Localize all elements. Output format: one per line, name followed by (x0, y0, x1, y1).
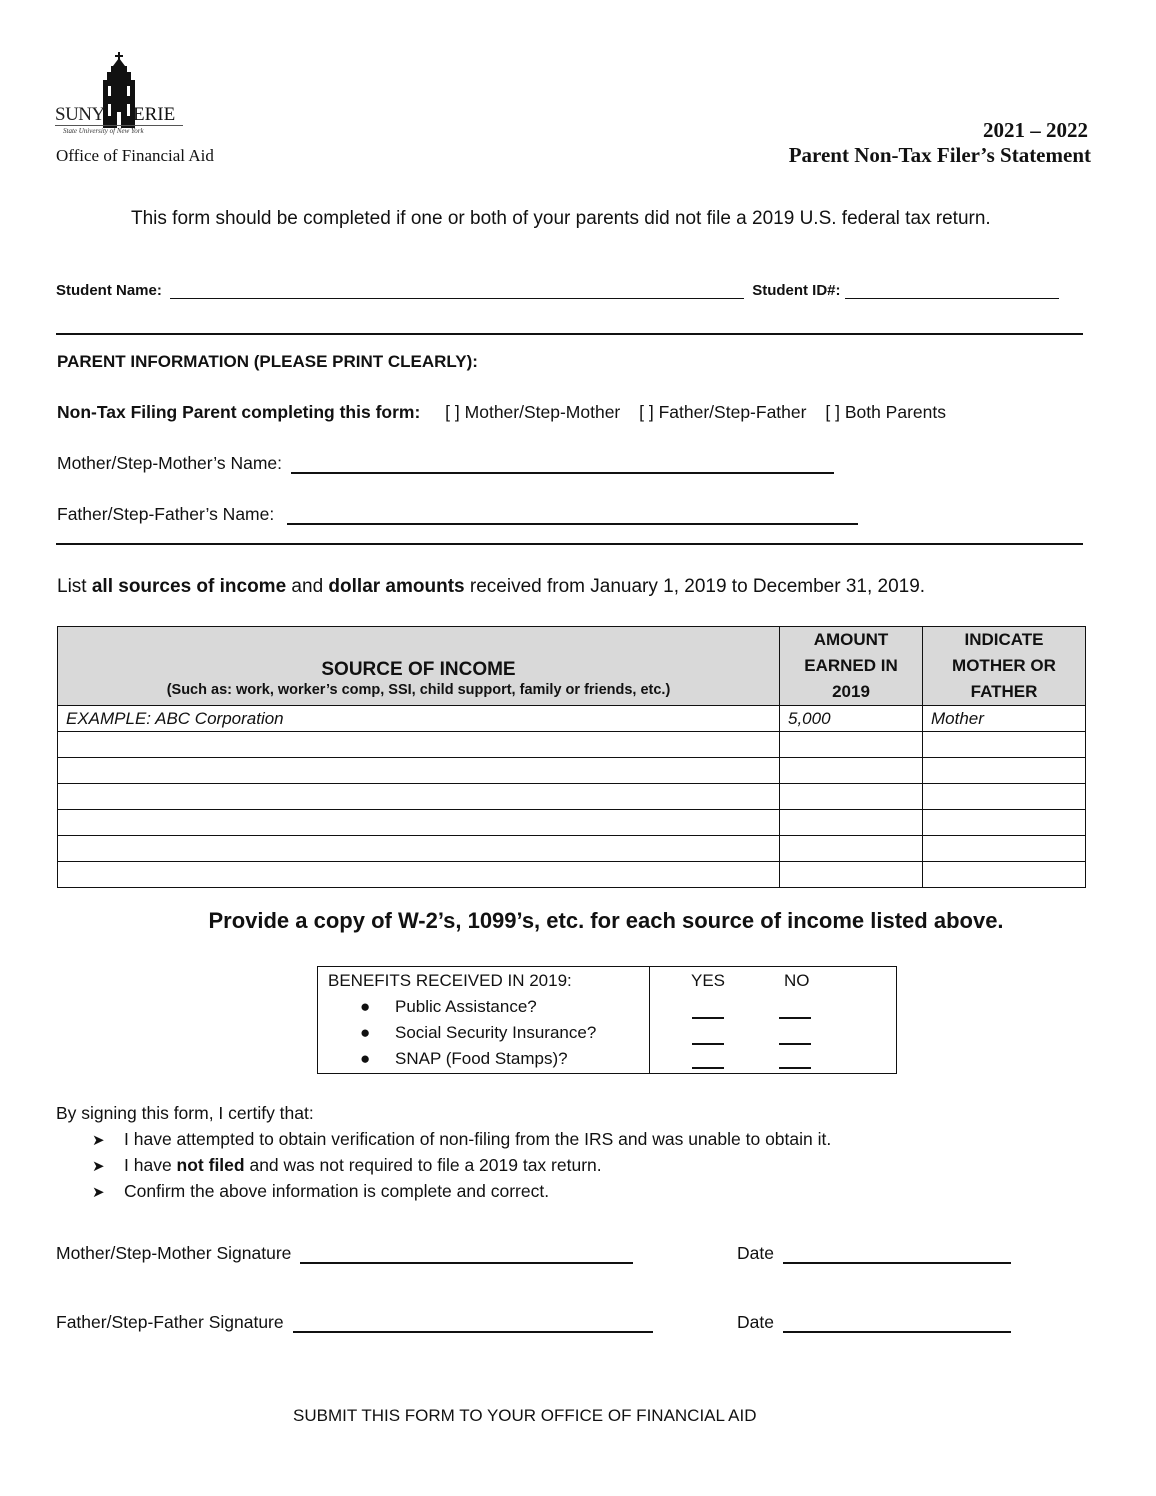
ssi-no[interactable] (779, 1043, 811, 1045)
snap-yes[interactable] (692, 1067, 724, 1069)
cell-parent[interactable]: Mother (923, 706, 1086, 732)
certify-text: Confirm the above information is complete and correct. (124, 1181, 550, 1201)
option-father[interactable] (639, 402, 811, 422)
benefit-label: Public Assistance? (395, 997, 537, 1016)
cell-source[interactable] (58, 758, 780, 784)
cell-source[interactable] (58, 784, 780, 810)
public-assistance-yes[interactable] (692, 1017, 724, 1019)
mother-signature-row (56, 1243, 633, 1264)
benefit-label: SNAP (Food Stamps)? (395, 1049, 568, 1068)
table-row (58, 836, 1086, 862)
no-header: NO (784, 971, 810, 990)
father-signature-field[interactable] (293, 1331, 653, 1333)
instr-bold: dollar amounts (328, 576, 465, 597)
cell-parent[interactable] (923, 758, 1086, 784)
provide-documents-note: Provide a copy of W-2’s, 1099’s, etc. for each source of income listed above. (208, 908, 1004, 933)
option-mother-label: Mother/Step-Mother (464, 402, 621, 422)
header-source (58, 627, 780, 706)
table-row (58, 758, 1086, 784)
option-both-label: Both Parents (844, 402, 946, 422)
parent-info-heading: PARENT INFORMATION (PLEASE PRINT CLEARLY): (57, 352, 478, 371)
father-name-row (57, 504, 858, 525)
cell-source[interactable] (58, 810, 780, 836)
filing-parent-label: Non-Tax Filing Parent completing this form: (57, 402, 421, 422)
certify-text: and was not required to file a 2019 tax return. (244, 1155, 602, 1175)
table-header-row (58, 627, 1086, 706)
student-id-label: Student ID#: (752, 282, 841, 299)
submit-instruction: SUBMIT THIS FORM TO YOUR OFFICE OF FINANCIAL AID (293, 1406, 757, 1425)
certify-text: I have (124, 1155, 177, 1175)
table-row (58, 810, 1086, 836)
cell-source[interactable]: EXAMPLE: ABC Corporation (58, 706, 780, 732)
bullet-icon: ● (360, 997, 371, 1016)
mother-date-field[interactable] (783, 1262, 1011, 1264)
certify-bold: not filed (176, 1155, 245, 1175)
cell-parent[interactable] (923, 836, 1086, 862)
cell-amount[interactable] (780, 810, 923, 836)
cell-amount[interactable] (780, 836, 923, 862)
income-instructions (57, 576, 925, 598)
public-assistance-no[interactable] (779, 1017, 811, 1019)
certify-item (92, 1155, 602, 1176)
benefit-label: Social Security Insurance? (395, 1023, 597, 1042)
table-row (58, 862, 1086, 888)
income-table (57, 626, 1086, 888)
suny-erie-logo (55, 52, 190, 138)
header-source-title: SOURCE OF INCOME (321, 659, 516, 680)
form-year: 2021 – 2022 (983, 118, 1088, 142)
office-name: Office of Financial Aid (56, 146, 214, 165)
cell-amount[interactable] (780, 862, 923, 888)
option-father-label: Father/Step-Father (658, 402, 807, 422)
checkbox-mother[interactable]: [ ] (445, 402, 460, 422)
instr-text: and (286, 576, 329, 597)
checkbox-father[interactable]: [ ] (639, 402, 654, 422)
certify-item (92, 1181, 549, 1202)
instr-bold: all sources of income (91, 576, 287, 597)
cell-parent[interactable] (923, 784, 1086, 810)
father-name-label: Father/Step-Father’s Name: (57, 504, 275, 524)
mother-name-row (57, 453, 834, 474)
arrow-bullet-icon: ➤ (92, 1132, 105, 1149)
student-name-field[interactable] (170, 298, 744, 299)
arrow-bullet-icon: ➤ (92, 1184, 105, 1201)
cell-parent[interactable] (923, 810, 1086, 836)
date-label: Date (737, 1243, 774, 1263)
student-info-row (56, 282, 1059, 299)
logo-erie-text: ERIE (133, 104, 176, 125)
father-signature-row (56, 1312, 653, 1333)
yes-header: YES (691, 971, 726, 990)
cell-amount[interactable] (780, 732, 923, 758)
student-name-label: Student Name: (56, 282, 162, 299)
benefits-heading: BENEFITS RECEIVED IN 2019: (328, 971, 572, 990)
header-amount: AMOUNT EARNED IN 2019 (780, 627, 923, 706)
mother-signature-label: Mother/Step-Mother Signature (56, 1243, 292, 1263)
intro-text: This form should be completed if one or both of your parents did not file a 2019 U.S. federal tax return. (131, 208, 991, 229)
benefit-item (360, 1049, 568, 1069)
father-date-row (737, 1312, 1011, 1333)
table-row (58, 732, 1086, 758)
father-date-field[interactable] (783, 1331, 1011, 1333)
header-indicate: INDICATE MOTHER OR FATHER (923, 627, 1086, 706)
cell-source[interactable] (58, 732, 780, 758)
cell-parent[interactable] (923, 732, 1086, 758)
table-row (58, 784, 1086, 810)
certify-intro: By signing this form, I certify that: (56, 1103, 314, 1123)
student-id-field[interactable] (845, 298, 1059, 299)
snap-no[interactable] (779, 1067, 811, 1069)
section-divider (56, 333, 1083, 335)
cell-source[interactable] (58, 862, 780, 888)
form-title: Parent Non-Tax Filer’s Statement (788, 143, 1091, 167)
logo-tagline: State University of New York (63, 127, 144, 135)
bullet-icon: ● (360, 1023, 371, 1042)
mother-date-row (737, 1243, 1011, 1264)
date-label: Date (737, 1312, 774, 1332)
father-signature-label: Father/Step-Father Signature (56, 1312, 284, 1332)
benefit-item (360, 997, 537, 1017)
cell-amount[interactable]: 5,000 (780, 706, 923, 732)
filing-parent-row (57, 402, 946, 423)
bullet-icon: ● (360, 1049, 371, 1068)
ssi-yes[interactable] (692, 1043, 724, 1045)
header-source-subtitle: (Such as: work, worker’s comp, SSI, child support, family or friends, etc.) (166, 682, 671, 698)
arrow-bullet-icon: ➤ (92, 1158, 105, 1175)
certify-text: I have attempted to obtain verification of non-filing from the IRS and was unable to obtain it. (124, 1129, 832, 1149)
cell-amount[interactable] (780, 758, 923, 784)
benefit-item (360, 1023, 596, 1043)
option-both[interactable] (825, 402, 946, 422)
cell-amount[interactable] (780, 784, 923, 810)
logo-divider (55, 125, 183, 126)
logo-suny-text: SUNY (55, 104, 105, 125)
benefits-box (317, 966, 897, 1074)
section-divider (56, 543, 1083, 545)
cell-parent[interactable] (923, 862, 1086, 888)
mother-signature-field[interactable] (300, 1262, 633, 1264)
checkbox-both[interactable]: [ ] (825, 402, 840, 422)
father-name-field[interactable] (287, 523, 858, 525)
instr-text: received from January 1, 2019 to December 31, 2019. (464, 576, 926, 597)
benefits-divider (649, 967, 650, 1073)
mother-name-field[interactable] (291, 472, 834, 474)
certify-item (92, 1129, 831, 1150)
table-row (58, 706, 1086, 732)
cell-source[interactable] (58, 836, 780, 862)
instr-text: List (57, 576, 92, 597)
mother-name-label: Mother/Step-Mother’s Name: (57, 453, 282, 473)
option-mother[interactable] (445, 402, 625, 422)
